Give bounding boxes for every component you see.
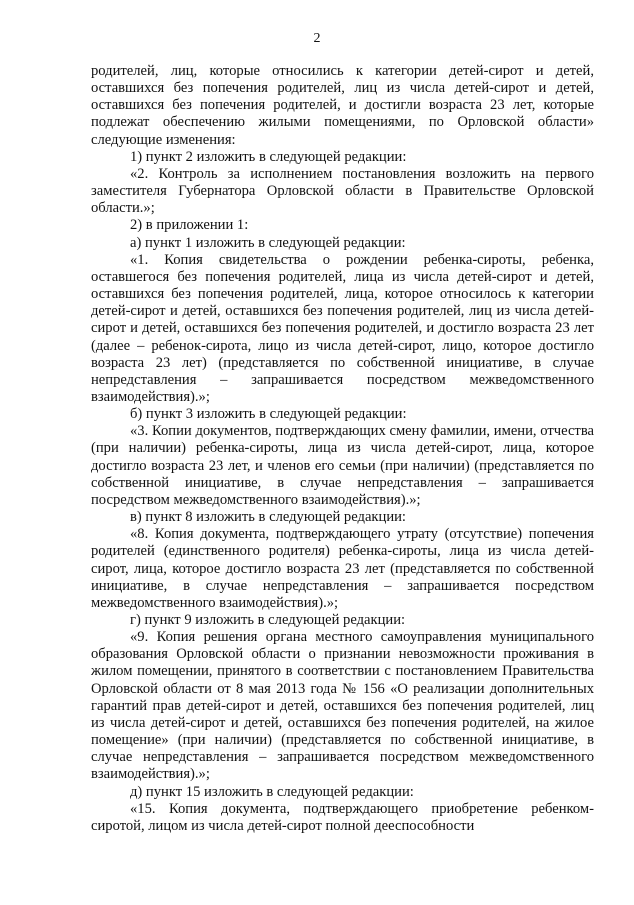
paragraph-point-3-text: «3. Копии документов, подтверждающих смену фамилии, имени, отчества (при наличии) ребенка-сироты, лица из числа детей-сирот, лица, которое достигло возраста 23 лет, и членов его семьи (при наличии) (представляется по собственной инициативе, в случае непредставления – запрашивается посредством межведомственного взаимодействия).»; (91, 423, 594, 508)
paragraph-point-2-text: «2. Контроль за исполнением постановления возложить на первого заместителя Губернатора Орловской области в Правительстве Орловской области.»; (91, 165, 594, 217)
page-number: 2 (313, 31, 321, 46)
paragraph-point-9-text: «9. Копия решения органа местного самоуправления муниципального образования Орловской области о признании невозможности проживания в жилом помещении, принятого в соответствии с постановлением Правительства Орловской области от 8 мая 2013 года № 156 «О реализации дополнительных гарантий прав детей-сирот и детей, оставшихся без попечения родителей, лиц из числа детей-сирот и детей, оставшихся без попечения родителей, на жилое помещение» (при наличии) (представляется по собственной инициативе, в случае непредставления – запрашивается посредством межведомственного взаимодействия).»; (91, 629, 594, 783)
paragraph-item-1: 1) пункт 2 изложить в следующей редакции: (130, 148, 407, 165)
document-body (91, 63, 594, 835)
paragraph-subitem-a: а) пункт 1 изложить в следующей редакции: (130, 234, 406, 251)
paragraph-intro-continuation: родителей, лиц, которые относились к категории детей-сирот и детей, оставшихся без попечения родителей, лиц из числа детей-сирот и детей, оставшихся без попечения родителей, и достигли возраста 23 лет, которые подлежат обеспечению жилыми помещениями, по Орловской области» следующие изменения: (91, 63, 594, 148)
paragraph-subitem-v: в) пункт 8 изложить в следующей редакции: (130, 509, 406, 526)
paragraph-subitem-g: г) пункт 9 изложить в следующей редакции: (130, 612, 406, 628)
paragraph-subitem-d: д) пункт 15 изложить в следующей редакции: (130, 783, 414, 800)
paragraph-subitem-b: б) пункт 3 изложить в следующей редакции: (130, 406, 407, 423)
paragraph-item-2: 2) в приложении 1: (130, 217, 249, 234)
paragraph-point-1-text: «1. Копия свидетельства о рождении ребенка-сироты, ребенка, оставшегося без попечения родителей, лица из числа детей-сирот и детей, оставшихся без попечения родителей, лица, которое относилось к категории детей-сирот и детей, оставшихся без попечения родителей, лиц из числа детей-сирот и детей, оставшихся без попечения родителей, и достигло возраста 23 лет (далее – ребенок-сирота, лицо из числа детей-сирот, лицо, которое достигло возраста 23 лет) (представляется по собственной инициативе, в случае непредставления – запрашивается посредством межведомственного взаимодействия).»; (91, 251, 594, 405)
paragraph-point-15-text: «15. Копия документа, подтверждающего приобретение ребенком-сиротой, лицом из числа детей-сирот полной дееспособности (91, 800, 594, 834)
paragraph-point-8-text: «8. Копия документа, подтверждающего утрату (отсутствие) попечения родителей (единственного родителя) ребенка-сироты, лица из числа детей-сирот, лица, которое достигло возраста 23 лет (представляется по собственной инициативе, в случае непредставления – запрашивается посредством межведомственного взаимодействия).»; (91, 526, 594, 611)
